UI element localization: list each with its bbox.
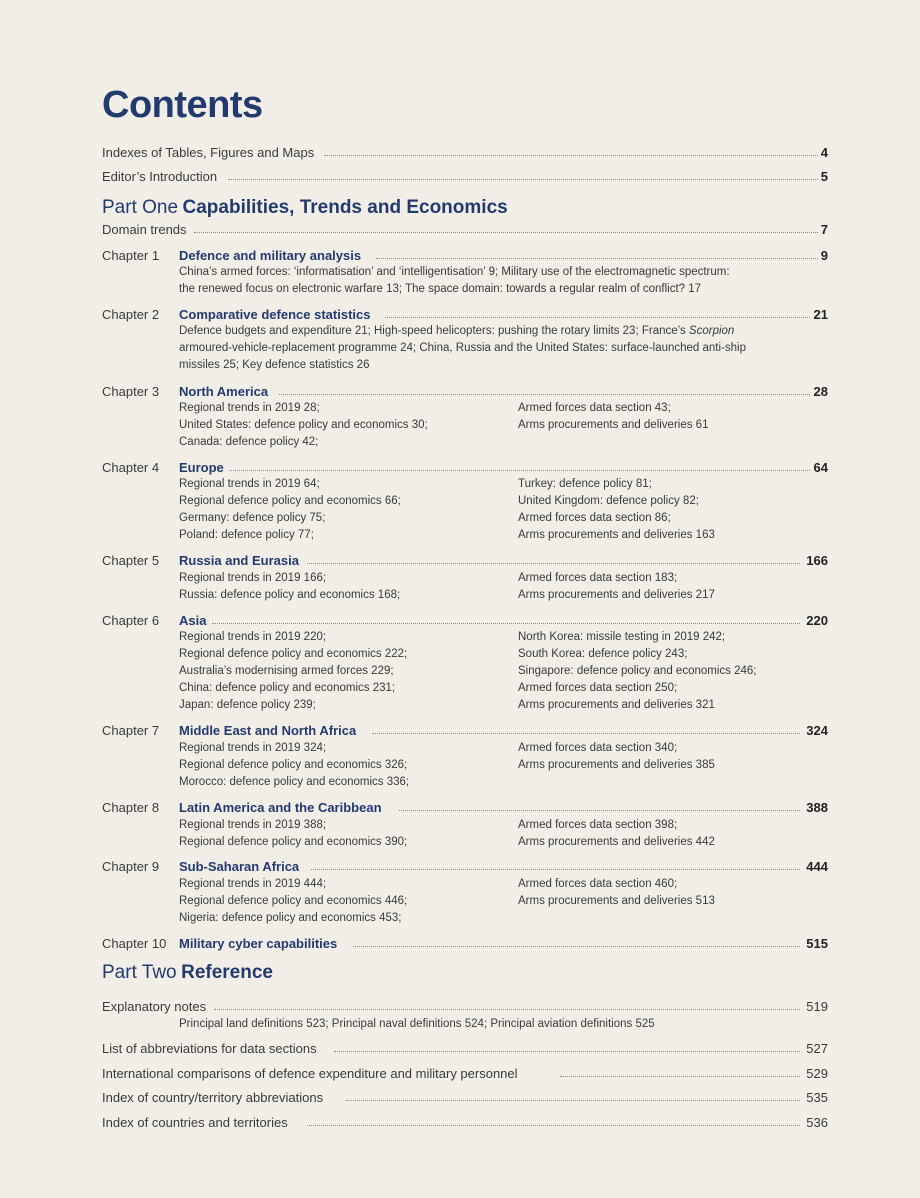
entry-page: 4 [820, 145, 828, 160]
sub-item: United Kingdom: defence policy 82; [518, 495, 699, 507]
chapter-title: North America [179, 384, 269, 399]
chapter-9-subitems-right [518, 876, 715, 910]
sub-item: Arms procurements and deliveries 385 [518, 759, 715, 771]
desc-line: missiles 25; Key defence statistics 26 [179, 359, 370, 371]
sub-item: Russia: defence policy and economics 168; [179, 589, 401, 601]
dot-leader [324, 155, 818, 156]
chapter-label: Chapter 1 [102, 248, 160, 263]
dot-leader [228, 179, 818, 180]
toc-entry-countries-index[interactable] [102, 1114, 828, 1131]
dot-leader [311, 869, 800, 870]
chapter-9-subitems-left [179, 876, 407, 927]
entry-title: International comparisons of defence expenditure and military personnel [102, 1066, 518, 1081]
toc-entry-explanatory-notes[interactable] [102, 998, 828, 1015]
chapter-label: Chapter 10 [102, 936, 167, 951]
toc-chapter-1[interactable] [102, 247, 828, 264]
sub-item: Poland: defence policy 77; [179, 529, 314, 541]
sub-item: Singapore: defence policy and economics 246; [518, 665, 757, 677]
chapter-page: 515 [806, 936, 828, 951]
toc-chapter-10[interactable] [102, 935, 828, 952]
chapter-page: 9 [820, 248, 828, 263]
dot-leader [307, 563, 800, 564]
entry-page: 535 [806, 1090, 828, 1105]
chapter-label: Chapter 3 [102, 384, 160, 399]
chapter-title: Comparative defence statistics [179, 307, 371, 322]
chapter-label: Chapter 8 [102, 800, 160, 815]
sub-item: North Korea: missile testing in 2019 242; [518, 631, 726, 643]
dot-leader [214, 1009, 800, 1010]
chapter-label: Chapter 2 [102, 307, 160, 322]
dot-leader [334, 1051, 800, 1052]
desc-line: armoured-vehicle-replacement programme 24; China, Russia and the United States: surface-launched anti-ship [179, 342, 746, 354]
sub-item: Germany: defence policy 75; [179, 512, 326, 524]
toc-entry-indexes[interactable] [102, 144, 828, 161]
chapter-page: 324 [806, 723, 828, 738]
sub-item: Japan: defence policy 239; [179, 699, 316, 711]
dot-leader [279, 394, 810, 395]
entry-page: 7 [820, 222, 828, 237]
chapter-title: Defence and military analysis [179, 248, 362, 263]
chapter-5-subitems-left [179, 570, 400, 604]
toc-chapter-4[interactable] [102, 459, 828, 476]
toc-chapter-8[interactable] [102, 799, 828, 816]
entry-title: Index of countries and territories [102, 1115, 288, 1130]
dot-leader [560, 1076, 800, 1077]
sub-item: Regional trends in 2019 28; [179, 402, 320, 414]
chapter-title: Sub-Saharan Africa [179, 859, 300, 874]
sub-item: Armed forces data section 86; [518, 512, 671, 524]
desc-line: the renewed focus on electronic warfare 13; The space domain: towards a regular realm of conflict? 17 [179, 283, 702, 295]
entry-title: Index of country/territory abbreviations [102, 1090, 324, 1105]
chapter-title: Military cyber capabilities [179, 936, 338, 951]
sub-item: Regional trends in 2019 388; [179, 819, 327, 831]
chapter-page: 220 [806, 613, 828, 628]
sub-item: Regional trends in 2019 444; [179, 878, 327, 890]
sub-item: Regional defence policy and economics 66; [179, 495, 401, 507]
sub-item: Regional trends in 2019 220; [179, 631, 327, 643]
sub-item: Armed forces data section 43; [518, 402, 671, 414]
dot-leader [376, 258, 818, 259]
chapter-4-subitems-left [179, 476, 401, 544]
chapter-7-subitems-right [518, 740, 715, 774]
entry-page: 527 [806, 1041, 828, 1056]
chapter-page: 444 [806, 859, 828, 874]
chapter-8-subitems-left [179, 817, 407, 851]
sub-item: United States: defence policy and economics 30; [179, 419, 428, 431]
toc-chapter-5[interactable] [102, 552, 828, 569]
chapter-page: 28 [813, 384, 828, 399]
chapter-page: 388 [806, 800, 828, 815]
toc-entry-domain-trends[interactable] [102, 221, 828, 238]
toc-chapter-3[interactable] [102, 383, 828, 400]
desc-line: China’s armed forces: ‘informatisation’ and ‘intelligentisation’ 9; Military use of the electromagnetic spectrum: [179, 266, 730, 278]
toc-entry-abbreviations[interactable] [102, 1040, 828, 1057]
dot-leader [307, 1125, 800, 1126]
chapter-6-subitems-right [518, 629, 756, 714]
toc-chapter-7[interactable] [102, 722, 828, 739]
dot-leader [212, 623, 800, 624]
entry-title: List of abbreviations for data sections [102, 1041, 317, 1056]
desc-italic: Scorpion [688, 325, 735, 337]
sub-item: Regional trends in 2019 166; [179, 572, 327, 584]
dot-leader [372, 733, 800, 734]
sub-item: Arms procurements and deliveries 513 [518, 895, 715, 907]
chapter-page: 21 [813, 307, 828, 322]
chapter-2-description [179, 323, 799, 374]
entry-title: Editor’s Introduction [102, 169, 218, 184]
contents-page [102, 0, 828, 1198]
dot-leader [194, 232, 818, 233]
page-title: Contents [102, 84, 263, 126]
sub-item: Armed forces data section 340; [518, 742, 678, 754]
desc-line [179, 323, 799, 340]
sub-item: China: defence policy and economics 231; [179, 682, 396, 694]
sub-item: Arms procurements and deliveries 163 [518, 529, 715, 541]
dot-leader [385, 317, 810, 318]
chapter-6-subitems-left [179, 629, 407, 714]
toc-chapter-2[interactable] [102, 306, 828, 323]
sub-item: Regional defence policy and economics 222; [179, 648, 408, 660]
sub-item: Arms procurements and deliveries 442 [518, 836, 715, 848]
chapter-1-description [179, 264, 799, 298]
dot-leader [353, 946, 800, 947]
toc-entry-editors-introduction[interactable] [102, 168, 828, 185]
toc-entry-international-comparisons[interactable] [102, 1065, 828, 1082]
toc-chapter-9[interactable] [102, 858, 828, 875]
chapter-label: Chapter 6 [102, 613, 160, 628]
part-prefix: Part One [102, 197, 179, 218]
sub-item: Morocco: defence policy and economics 336; [179, 776, 410, 788]
chapter-7-subitems-left [179, 740, 409, 791]
chapter-label: Chapter 4 [102, 460, 160, 475]
chapter-label: Chapter 9 [102, 859, 160, 874]
entry-page: 519 [806, 999, 828, 1014]
chapter-8-subitems-right [518, 817, 715, 851]
chapter-page: 64 [813, 460, 828, 475]
chapter-title: Latin America and the Caribbean [179, 800, 382, 815]
dot-leader [399, 810, 800, 811]
sub-item: Nigeria: defence policy and economics 453; [179, 912, 402, 924]
entry-page: 5 [820, 169, 828, 184]
part-prefix: Part Two [102, 962, 177, 983]
explanatory-notes-description: Principal land definitions 523; Principal naval definitions 524; Principal aviation definitions 525 [179, 1018, 655, 1030]
sub-item: South Korea: defence policy 243; [518, 648, 688, 660]
sub-item: Regional defence policy and economics 390; [179, 836, 408, 848]
entry-title: Domain trends [102, 222, 187, 237]
sub-item: Australia’s modernising armed forces 229; [179, 665, 394, 677]
part-title: Capabilities, Trends and Economics [182, 197, 508, 218]
chapter-5-subitems-right [518, 570, 715, 604]
chapter-label: Chapter 5 [102, 553, 160, 568]
chapter-title: Russia and Eurasia [179, 553, 299, 568]
part-two-heading [102, 962, 273, 984]
entry-page: 529 [806, 1066, 828, 1081]
sub-item: Regional defence policy and economics 326; [179, 759, 408, 771]
chapter-page: 166 [806, 553, 828, 568]
entry-title: Indexes of Tables, Figures and Maps [102, 145, 315, 160]
sub-item: Regional trends in 2019 64; [179, 478, 320, 490]
sub-item: Arms procurements and deliveries 321 [518, 699, 715, 711]
sub-item: Armed forces data section 183; [518, 572, 678, 584]
part-one-heading [102, 197, 508, 219]
chapter-title: Middle East and North Africa [179, 723, 357, 738]
sub-item: Armed forces data section 460; [518, 878, 678, 890]
sub-item: Turkey: defence policy 81; [518, 478, 652, 490]
toc-chapter-6[interactable] [102, 612, 828, 629]
sub-item: Armed forces data section 398; [518, 819, 678, 831]
sub-item: Canada: defence policy 42; [179, 436, 319, 448]
entry-title: Explanatory notes [102, 999, 207, 1014]
chapter-3-subitems-left [179, 400, 428, 451]
chapter-title: Asia [179, 613, 207, 628]
part-title: Reference [181, 962, 273, 983]
sub-item: Regional trends in 2019 324; [179, 742, 327, 754]
chapter-4-subitems-right [518, 476, 715, 544]
sub-item: Regional defence policy and economics 446; [179, 895, 408, 907]
sub-item: Arms procurements and deliveries 217 [518, 589, 715, 601]
chapter-label: Chapter 7 [102, 723, 160, 738]
sub-item: Armed forces data section 250; [518, 682, 678, 694]
chapter-3-subitems-right [518, 400, 708, 434]
toc-entry-country-abbreviations[interactable] [102, 1089, 828, 1106]
chapter-title: Europe [179, 460, 224, 475]
dot-leader [229, 470, 810, 471]
dot-leader [346, 1100, 800, 1101]
desc-text: Defence budgets and expenditure 21; High-speed helicopters: pushing the rotary limits 23; France’s [179, 325, 689, 337]
sub-item: Arms procurements and deliveries 61 [518, 419, 709, 431]
entry-page: 536 [806, 1115, 828, 1130]
